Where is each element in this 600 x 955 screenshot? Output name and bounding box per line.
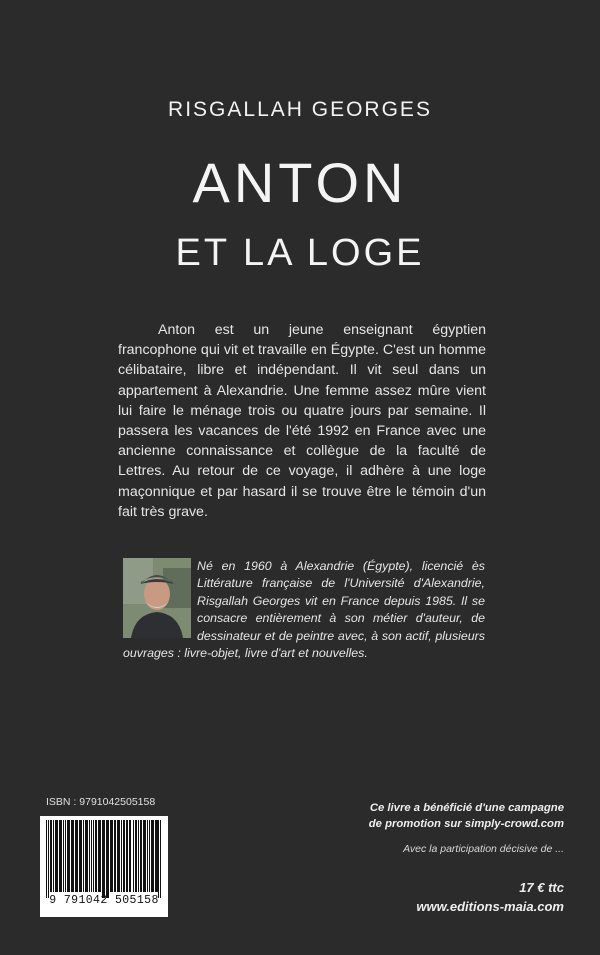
barcode-bar	[46, 820, 47, 898]
barcode-bar	[147, 820, 148, 892]
barcode-bar	[140, 820, 142, 892]
barcode-bar	[110, 820, 113, 892]
price: 17 € ttc	[519, 880, 564, 895]
barcode-bar	[93, 820, 94, 892]
barcode-bar	[79, 820, 82, 892]
barcode-bar	[95, 820, 97, 892]
barcode-bar	[53, 820, 54, 892]
barcode-bar	[158, 820, 159, 898]
author-name: RISGALLAH GEORGES	[168, 98, 432, 121]
barcode-bar	[89, 820, 90, 892]
barcode-bar	[85, 820, 88, 892]
barcode-bar	[155, 820, 158, 892]
barcode-bar	[151, 820, 154, 892]
barcode-bar	[133, 820, 134, 892]
barcode-bar	[121, 820, 122, 892]
promo-line-2: de promotion sur simply-crowd.com	[368, 818, 564, 830]
photo-spacer	[123, 558, 191, 638]
barcode-bar	[135, 820, 137, 892]
barcode-bar	[149, 820, 150, 892]
barcode-bar	[126, 820, 128, 892]
barcode-bar	[123, 820, 125, 892]
barcode-bar	[65, 820, 66, 892]
barcode-bar	[50, 820, 52, 892]
barcode-bar	[114, 820, 116, 892]
barcode-bar	[106, 820, 109, 898]
author-bio	[123, 558, 485, 662]
barcode-bar	[102, 820, 105, 898]
barcode-bar	[67, 820, 70, 892]
barcode-bar	[55, 820, 58, 892]
barcode-bar	[48, 820, 49, 898]
barcode-bar	[160, 820, 161, 898]
barcode-bar	[129, 820, 131, 892]
barcode-bar	[63, 820, 64, 892]
barcode-bar	[117, 820, 120, 892]
participation-note: Avec la participation décisive de ...	[403, 843, 564, 855]
barcode-bars	[40, 820, 168, 898]
book-subtitle: ET LA LOGE	[175, 232, 425, 274]
barcode-bar	[83, 820, 84, 892]
barcode-digits: 9 791042 505158	[49, 894, 159, 907]
barcode-bar	[71, 820, 74, 892]
book-title: ANTON	[192, 151, 408, 214]
isbn-label: ISBN : 9791042505158	[46, 796, 156, 808]
barcode-bar	[143, 820, 146, 892]
barcode-bar	[138, 820, 139, 892]
barcode-bar	[91, 820, 92, 892]
author-bio-text: Né en 1960 à Alexandrie (Égypte), licencié ès Littérature française de l'Université d'Alexandrie, Risgallah Georges vit en France depuis 1985. Il se consacre entièrement à son métier d'auteur, de dessinateur et de peintre avec, à son actif, plusieurs ouvrages : livre-objet, livre d'art et nouvelles.	[123, 559, 485, 661]
publisher-website[interactable]: www.editions-maia.com	[416, 899, 564, 914]
barcode-bar	[59, 820, 62, 892]
barcode-bar	[75, 820, 78, 892]
book-blurb: Anton est un jeune enseignant égyptien francophone qui vit et travaille en Égypte. C'est un homme célibataire, libre et indépendant. Il vit seul dans un appartement à Alexandrie. Une femme assez mûre vient lui faire le ménage trois ou quatre jours par semaine. Il passera les vacances de l'été 1992 en France avec une ancienne connaissance et collègue de la faculté de Lettres. Au retour de ce voyage, il adhère à une loge maçonnique et par hasard il se trouve être le témoin d'un fait très grave.	[118, 322, 486, 520]
promo-line-1: Ce livre a bénéficié d'une campagne	[369, 802, 564, 814]
barcode-bar	[98, 820, 101, 892]
